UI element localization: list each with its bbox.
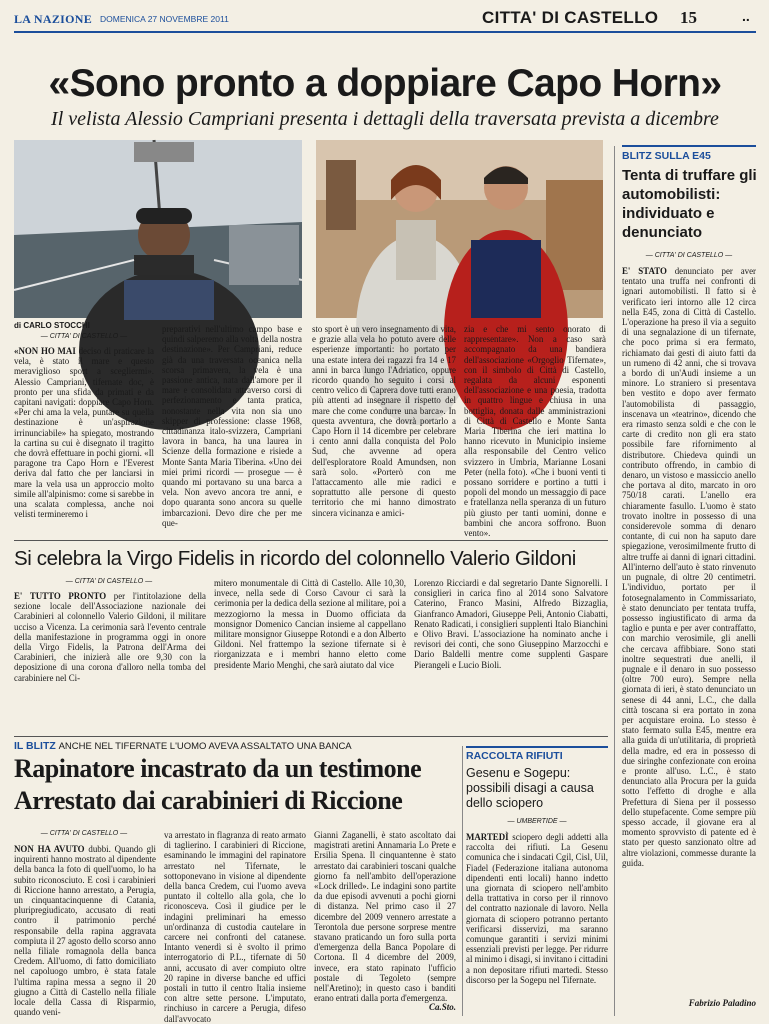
lead-body-3: sto sport è un vero insegnamento di vita, e grazie alla vela ho potuto avere delle esperienze importanti: ho portato per una estate intera dei ragazzi fra 14 e 17 anni in barca lungo l'Adriatico, oppure ricordo quando ho seguito i corsi al centro velico di Caprera dove tutti erano più attenti ad insegnare il rispetto del mare che come condurre una barca». In questa avventura, che dovrà portarlo a Capo Horn il 14 dicembre per celebrare i cento anni dalla conquista del Polo Sud, che avvenne ad opera dell'esploratore Roald Amundsen, non sarà solo. «Porterò con me l'attaccamento alle mie radici e soprattutto alle persone di questo territorio che mi hanno dimostrato sincera vicinanza e amici-: [312, 324, 456, 518]
paper-name: LA NAZIONE: [14, 12, 93, 26]
masthead: [14, 8, 756, 30]
rifiuti-left-rule: [462, 746, 463, 1016]
e45-top-rule: [622, 145, 756, 147]
e45-opening: E' STATO: [622, 266, 667, 276]
virgo-dateline: — CITTA' DI CASTELLO —: [65, 578, 153, 585]
page-mark: ..: [742, 8, 750, 24]
rifiuti-kicker: RACCOLTA RIFIUTI: [466, 750, 563, 762]
rapina-kicker: IL BLITZ: [14, 740, 56, 752]
issue-date: DOMENICA 27 NOVEMBRE 2011: [100, 14, 229, 24]
rifiuti-headline: Gesenu e Sogepu: possibili disagi a causa dello sciopero: [466, 766, 594, 810]
virgo-column-3: [414, 578, 608, 728]
e45-dateline: — CITTA' DI CASTELLO —: [645, 252, 733, 259]
rapina-body-3: Gianni Zaganelli, è stato ascoltato dai magistrati aretini Annamaria Lo Prete e Ersilia Spena. Il cinquantenne è stato arrestato dai carabinieri toscani qualche giorno fa nell'ambito dell'operazione «Lock drilled». Le indagini sono partite da due episodi avvenuti a pochi giorni di distanza. Nel primo caso il 27 dicembre del 2009 vennero arrestate a Terontola due persone sorprese mentre stavano praticando un foro sulla porta d'emergenza della Banca Popolare di Cortona. Il 4 dicembre del 2009, invece, era stato rapinato l'ufficio postale di Tegoleto (sempre nell'Aretino); in questo caso i banditi erano entrati dalla porta d'emergenza.: [314, 830, 456, 1004]
masthead-rule: [14, 31, 756, 33]
lead-dateline: — CITTA' DI CASTELLO —: [40, 333, 128, 340]
lead-headline: «Sono pronto a doppiare Capo Horn»: [48, 62, 722, 105]
right-column-rule: [614, 146, 615, 1016]
lead-column-4: [464, 324, 606, 539]
virgo-top-rule: [14, 540, 608, 541]
rapina-author: Ca.Sto.: [428, 1002, 456, 1012]
campriani-peter-photo: [316, 140, 603, 318]
virgo-body-3: Lorenzo Ricciardi e dal segretario Dante Signorelli. I consiglieri in carica fino al 2014 sono Salvatore Caterino, Franco Masini, Alfredo Bizzaglia, Gianfranco Amadori, Giuseppe Peli, Antonio Ciabatti, Renato Radicati, i consiglieri supplenti Italo Bianchini e Olivo Bravi. L'associazione ha nominato anche i revisori dei conti, che sono Giuseppino Marzocchi e Dario Baldelli mentre come supplenti Gaspare Pierangeli e Lucio Bioli.: [414, 578, 608, 670]
e45-author: Fabrizio Paladino: [688, 998, 756, 1008]
e45-body: denunciato per aver tentato una truffa nei confronti di ignari automobilisti. Il fatto si è verificato ieri intorno alle 12 circa nella E45, zona di Città di Castello. L'operazione ha preso il via a seguito di una segnalazione di un tifernate, che poco prima si era fermato, richiamato dai gesti di aiuto fatti da un rumeno di 42 anni, che si trovava a bordo di un'Audi insieme a un minore. Lo straniero si presentava ben vestito e dopo aver fermato l'automobilista di passaggio, inscenava un «teatrino», dicendo che era rimasto senza soldi e che con le carte di credito non gli era stato possibile fare rifornimento al distributore. Chiedeva quindi un contributo offrendo, in cambio di denaro, un vistoso e massiccio anello che portava al dito, marcato in oro 750/18 carati. L'anello era chiaramente fasullo. L'uomo è stato trovato inoltre in possesso di una considerevole somma di denaro contante, di cui non ha saputo dare spiegazione, verosimilmente frutto di altre truffe ai danni di ignari cittadini. All'interno dell'auto è stato rinvenuto un pugnale, di oltre 20 centimetri. L'individuo, portato per il fotosegnalamento in Commissariato, è stato denunciato per tentata truffa, possesso ingiustificato di arma da taglio e punta e per aver contraffatto, con marchio verosimile, gli anelli che cercava affibbiare. Sono stati inoltre sequestrati due anelli, il pugnale e il denaro in suo possesso (oltre 700 euro). Sempre nella giornata di ieri, è stato denunciato un senese di 44 anni, L.C., che dalla città toscana si era portato in zona per acquistare eroina. Lo stesso è stato fermato sulla E45, mentre era alla guida di un'utilitaria, di proprietà della madre, ed era in possesso di due siringhe confezionate con eroina e pronte all'uso. L.C., è stato denunciato alla Procura per la guida sotto l'effetto di droghe e alla Prefettura di Siena per il possesso dello stupefacente. Come sempre più spesso accade, il giovane era al momento sprovvisto di patente ed è stato per questo sanzionato oltre ad altre violazioni, commesse durante la guida.: [622, 266, 757, 868]
rifiuti-dateline: — UMBERTIDE —: [507, 818, 567, 825]
lead-body-2: preparativi nell'ultimo campo base e quindi salperemo alla volta della nostra destinazione». Per Campriani, reduce già da una traversata oceanica nella scorsa primavera, la vela è una passione antica, nata dall'amore per il mare e consolidata attraverso corsi di perfezionamento e tanta pratica, nonostante nella vita non sia uno skipper di professione: classe 1968, cittadinanza italo-svizzera, Campriani lavora in banca, ha una laurea in Scienze della formazione e risiede a Monte Santa Maria Tiberina. «Uno dei miei primi ricordi — prosegue — è quando mi portavano su una barca a vela. Non avevo ancora tre anni, e dopo quaranta sono ancora su quelle imbarcazioni. Devo dire che per me que-: [162, 324, 302, 528]
lead-column-3: [312, 324, 456, 536]
rifiuti-column: [466, 832, 608, 1016]
virgo-body-1: per l'intitolazione della sezione locale dell'Associazione nazionale dei Carabinieri al colonnello Valerio Gildoni, il militare ucciso a Vicenza. La cerimonia sarà l'evento centrale della manifestazione in programma oggi in onore della Virgo Fidelis, la Patrona dell'Arma dei Carabinieri, che inizierà alle ore 9,30 con la deposizione di una corona d'alloro nella tomba del carabiniere nel Ci-: [14, 591, 206, 683]
rapina-column-2: [164, 830, 306, 1024]
rapina-top-rule: [14, 736, 608, 737]
virgo-headline: Si celebra la Virgo Fidelis in ricordo del colonnello Valerio Gildoni: [14, 547, 576, 570]
section-name: CITTA' DI CASTELLO: [482, 8, 659, 27]
rapina-column-1: [14, 844, 156, 1018]
page-number: 15: [680, 8, 697, 27]
lead-body-4: zia e che mi sento onorato di rappresentare». Non a caso sarà accompagnato da una bandiera dell'associazione «Orgoglio Tifernate», con il simbolo di Città di Castello, regalata da alcuni esponenti dell'associazione e una poesia, tradotta in quattro lingue e chiusa in una bottiglia, donata dalle amministrazioni di Città di Castello e Monte Santa Maria Tiberina che ieri mattina lo hanno ricevuto in Municipio insieme alla responsabile del Centro velico svizzero in Umbria, Marianne Losani Peter (nella foto). «Che i buoni venti ti possano sorridere e portino a tutti i popoli del mondo un messaggio di pace e fratellanza nella speranza di un futuro più giusto per tanti uomini, donne e bambini che ancora soffrono. Buon vento».: [464, 324, 606, 539]
rifiuti-top-rule: [466, 746, 608, 748]
sailor-photo: [14, 140, 302, 318]
virgo-body-2: mitero monumentale di Città di Castello. Alle 10,30, invece, nella sede di Corso Cavour ci sarà la cerimonia per la dedica della sezione al militare, poi a mezzogiorno la messa in Duomo officiata da monsignor Domenico Cancian insieme al cappellano militare monsignor Giuseppe Rotondi e a don Alberto Gildoni. Nel frattempo la sezione tifernate si è riorganizzata e i membri hanno eletto come presidente Mario Menghi, che sarà aiutato dal vice: [214, 578, 406, 670]
lead-column-2: [162, 324, 302, 536]
virgo-column-1: [14, 591, 206, 731]
lead-author: di CARLO STOCCHI: [14, 321, 90, 330]
rapina-kicker-rest: ANCHE NEL TIFERNATE L'UOMO AVEVA ASSALTATO UNA BANCA: [58, 741, 352, 752]
virgo-opening: E' TUTTO PRONTO: [14, 591, 107, 601]
rapina-opening: NON HA AVUTO: [14, 844, 85, 854]
rapina-headline-1: Rapinatore incastrato da un testimone: [14, 754, 422, 783]
rifiuti-body: sciopero degli addetti alla raccolta dei rifiuti. La Gesenu comunica che i sindacati Cgil, Cisl, Uil, Fiadel (Federazione italiana autonoma dipendenti enti locali) hanno indetto una giornata di sciopero nell'ambito della trattativa in corso per il rinnovo del contratto nazionale di lavoro. Nella giornata di sciopero potranno pertanto verificarsi disservizi, ma saranno comunque garantiti i servizi minimi essenziali previsti per legge. Per ridurre al minimo i disagi, si invitano i cittadini a non depositare rifiuti martedì. Stesso discorso per la Sogepu nel Tifernate.: [466, 832, 608, 985]
rapina-headline-2: Arrestato dai carabinieri di Riccione: [14, 786, 403, 815]
lead-opening: «NON HO MAI: [14, 346, 76, 356]
e45-headline: Tenta di truffare gli automobilisti: individuato e denunciato: [622, 167, 757, 241]
rapina-body-1: dubbi. Quando gli inquirenti hanno mostrato al dipendente della banca la foto di quell'uomo, lo ha subito riconosciuto. E così i carabinieri di Riccione hanno arrestato, a Perugia, un cinquantacinquenne di Catania, pluripregiudicato, accusato di reati contro il patrimonio perché responsabile della rapina aggravata compiuta il 27 agosto dello scorso anno nella filiale romagnola della banca Credem. All'uomo, di fatto domiciliato nel capoluogo umbro, è stata fatale l'ultima rapina messa a segno il 20 giugno a Città di Castello nella filiale locale della Cassa di Risparmio, quando veni-: [14, 844, 156, 1018]
lead-column-1: [14, 346, 154, 536]
lead-subhead: Il velista Alessio Campriani presenta i dettagli della traversata prevista a dicembre: [51, 108, 719, 130]
rapina-body-2: va arrestato in flagranza di reato armato di taglierino. I carabinieri di Riccione, esaminando le immagini del rapinatore arrestato nel Tifernate, le sottoponevano in visione al dipendente della banca Credem, cui l'uomo aveva puntato il coltello alla gola, che lo riconosceva. Così il giudice per le indagini preliminari ha emesso un'ordinanza di custodia cautelare in carcere nei confronti del catanese. Intanto venerdì si è svolto il primo interrogatorio di P.L., tifernate di 50 anni, accusato di aver compiuto oltre 20 rapine in diverse banche ed uffici postali in tutto il centro Italia insieme con altre sette persone. L'imputato, rinchiuso in carcere a Perugia, difeso dall'avvocato: [164, 830, 306, 1024]
rapina-kicker-line: [14, 740, 464, 752]
virgo-column-2: [214, 578, 406, 728]
rifiuti-opening: MARTEDÌ: [466, 832, 509, 842]
rapina-column-3: [314, 830, 456, 1004]
e45-column: [622, 266, 756, 988]
rapina-dateline: — CITTA' DI CASTELLO —: [40, 830, 128, 837]
lead-body-1: deciso di praticare la vela, è stato il mare e questo meraviglioso sport a scegliermi». Alessio Campriani, tifernate doc, è pronto per una sfida da primati e da capitani navigati: doppiare Capo Horn. «Per chi ama la vela, puntare su quella destinazione è un'aspirazione irrinunciabile» ha spiegato, mostrando la cartina su cui è disegnato il tragitto che dovrà effettuare in pochi giorni. «Il paragone tra Capo Horn e l'Everest deriva dal fatto che per lanciarsi in mare la vela usa un approccio molto simile all'alpinismo: come si sarebbe in una scalata complessa, anche noi velisti termineremo i: [14, 346, 154, 520]
e45-kicker: BLITZ SULLA E45: [622, 150, 711, 162]
